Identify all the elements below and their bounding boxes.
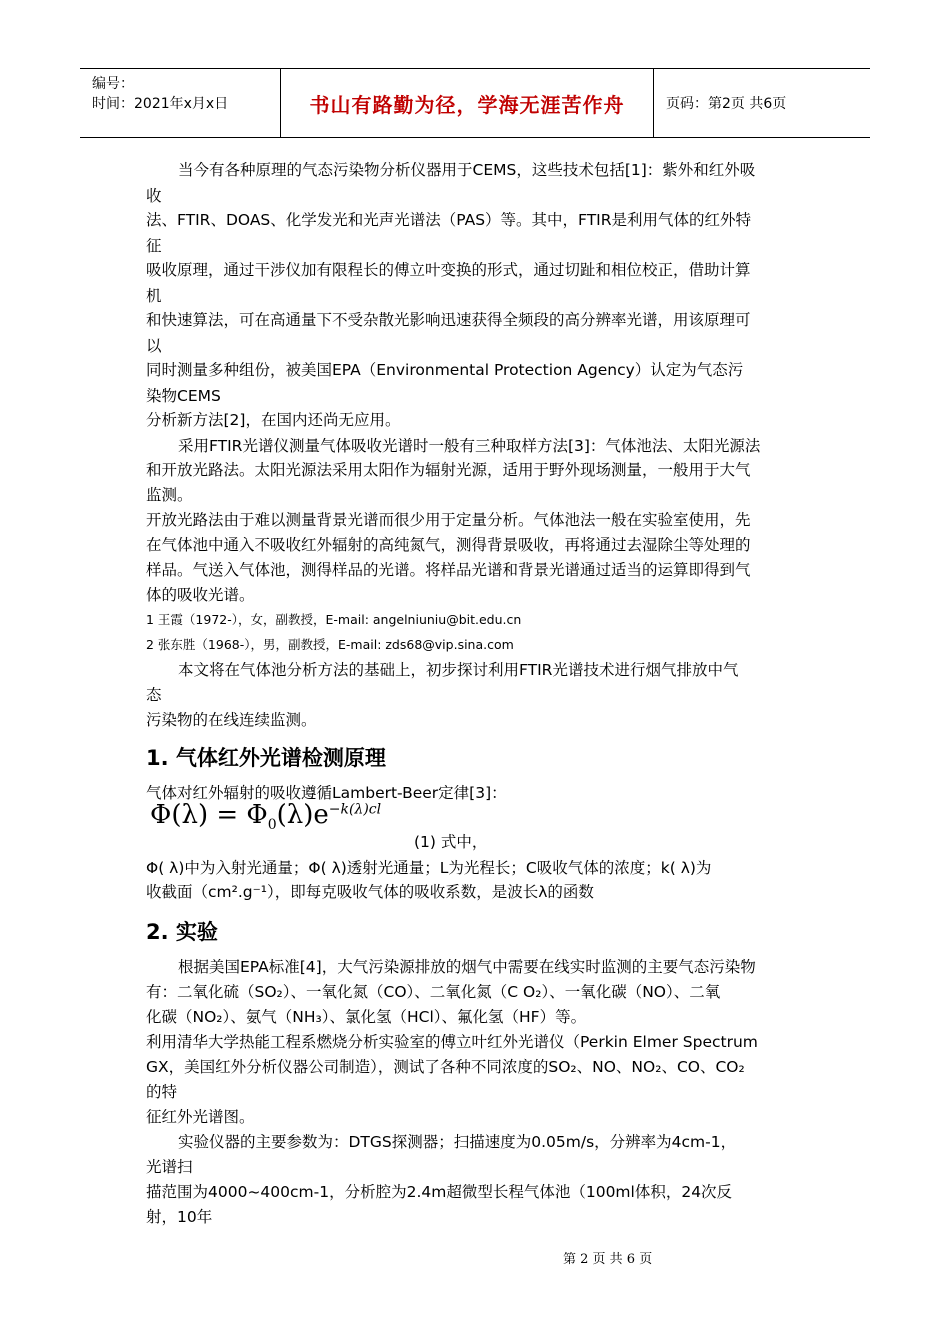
paragraph-line: 实验仪器的主要参数为：DTGS探测器；扫描速度为0.05m/s，分辨率为4cm-1， (178, 1133, 737, 1151)
lambert-beer-formula (150, 800, 381, 833)
formula-mid: (λ)e (276, 800, 329, 830)
paragraph-line: 分析新方法[2]，在国内还尚无应用。 (146, 411, 401, 429)
paragraph-line: 征 (146, 237, 162, 255)
paragraph-line: 吸收原理，通过干涉仪加有限程长的傅立叶变换的形式，通过切趾和相位校正，借助计算 (146, 261, 751, 279)
paragraph-line: 监测。 (146, 486, 193, 504)
paragraph-line: 的特 (146, 1083, 178, 1101)
paragraph-line: 根据美国EPA标准[4]，大气污染源排放的烟气中需要在线实时监测的主要气态污染物 (178, 958, 756, 976)
paragraph-line: 气体对红外辐射的吸收遵循Lambert-Beer定律[3]： (146, 784, 507, 802)
paragraph-line: 本文将在气体池分析方法的基础上，初步探讨利用FTIR光谱技术进行烟气排放中气 (178, 661, 739, 679)
paragraph-line: 样品。气送入气体池，测得样品的光谱。将样品光谱和背景光谱通过适当的运算即得到气 (146, 561, 751, 579)
paragraph-line: 描范围为4000~400cm-1，分析腔为2.4m超微型长程气体池（100ml体积，24次反 (146, 1183, 733, 1201)
paragraph-line: 光谱扫 (146, 1158, 193, 1176)
paragraph-line: GX，美国红外分析仪器公司制造），测试了各种不同浓度的SO₂、NO、NO₂、CO、CO₂ (146, 1058, 745, 1076)
footer-page-number: 第 2 页 共 6 页 (563, 1252, 653, 1267)
paragraph-line: 染物CEMS (146, 387, 221, 405)
paragraph-line: 开放光路法由于难以测量背景光谱而很少用于定量分析。气体池法一般在实验室使用，先 (146, 511, 751, 529)
header-motto: 书山有路勤为径，学海无涯苦作舟 (281, 69, 654, 137)
paragraph-line: 当今有各种原理的气态污染物分析仪器用于CEMS，这些技术包括[1]：紫外和红外吸 (178, 161, 756, 179)
paragraph-line: Φ( λ)中为入射光通量；Φ( λ)透射光通量；L为光程长；C吸收气体的浓度；k( λ)为 (146, 859, 712, 877)
paragraph-line: 收 (146, 187, 162, 205)
section-heading: 1. 气体红外光谱检测原理 (146, 746, 386, 770)
header-meta (80, 69, 281, 137)
formula-exponent: −k(λ)cl (328, 801, 382, 818)
formula-subscript: 0 (267, 817, 277, 834)
paragraph-line: 射，10年 (146, 1208, 213, 1226)
formula-lhs: Φ(λ) = Φ (150, 800, 268, 830)
paragraph-line: 利用清华大学热能工程系燃烧分析实验室的傅立叶红外光谱仪（Perkin Elmer Spectrum (146, 1033, 758, 1051)
paragraph-line: 法、FTIR、DOAS、化学发光和光声光谱法（PAS）等。其中，FTIR是利用气体的红外特 (146, 211, 752, 229)
page-header (80, 68, 870, 138)
paragraph-line: 以 (146, 337, 162, 355)
footnote: 2 张东胜（1968-），男，副教授，E-mail: zds68@vip.sina.com (146, 637, 514, 652)
paragraph-line: 污染物的在线连续监测。 (146, 711, 317, 729)
paragraph-line: 和开放光路法。太阳光源法采用太阳作为辐射光源，适用于野外现场测量，一般用于大气 (146, 461, 751, 479)
footnote: 1 王霞（1972-），女，副教授，E-mail: angelniuniu@bit.edu.cn (146, 612, 522, 627)
paragraph-line: 征红外光谱图。 (146, 1108, 255, 1126)
doc-date-label: 时间：2021年x月x日 (92, 96, 229, 112)
paragraph-line: 采用FTIR光谱仪测量气体吸收光谱时一般有三种取样方法[3]：气体池法、太阳光源法 (178, 437, 761, 455)
doc-number-label: 编号： (92, 76, 134, 92)
paragraph-line: 有：二氧化硫（SO₂）、一氧化氮（CO）、二氧化氮（C O₂）、一氧化碳（NO）、二氧 (146, 983, 721, 1001)
paragraph-line: 在气体池中通入不吸收红外辐射的高纯氮气，测得背景吸收，再将通过去湿除尘等处理的 (146, 536, 751, 554)
paragraph-line: 和快速算法，可在高通量下不受杂散光影响迅速获得全频段的高分辨率光谱，用该原理可 (146, 311, 751, 329)
formula-tag: (1) 式中， (414, 833, 488, 851)
paragraph-line: 同时测量多种组份，被美国EPA（Environmental Protection Agency）认定为气态污 (146, 361, 744, 379)
paragraph-line: 态 (146, 686, 162, 704)
header-page-info: 页码：第2页 共6页 (666, 96, 787, 112)
section-heading: 2. 实验 (146, 920, 218, 944)
paragraph-line: 化碳（NO₂）、氨气（NH₃）、氯化氢（HCl）、氟化氢（HF）等。 (146, 1008, 587, 1026)
paragraph-line: 机 (146, 287, 162, 305)
paragraph-line: 收截面（cm².g⁻¹），即每克吸收气体的吸收系数，是波长λ的函数 (146, 883, 594, 901)
paragraph-line: 体的吸收光谱。 (146, 586, 255, 604)
